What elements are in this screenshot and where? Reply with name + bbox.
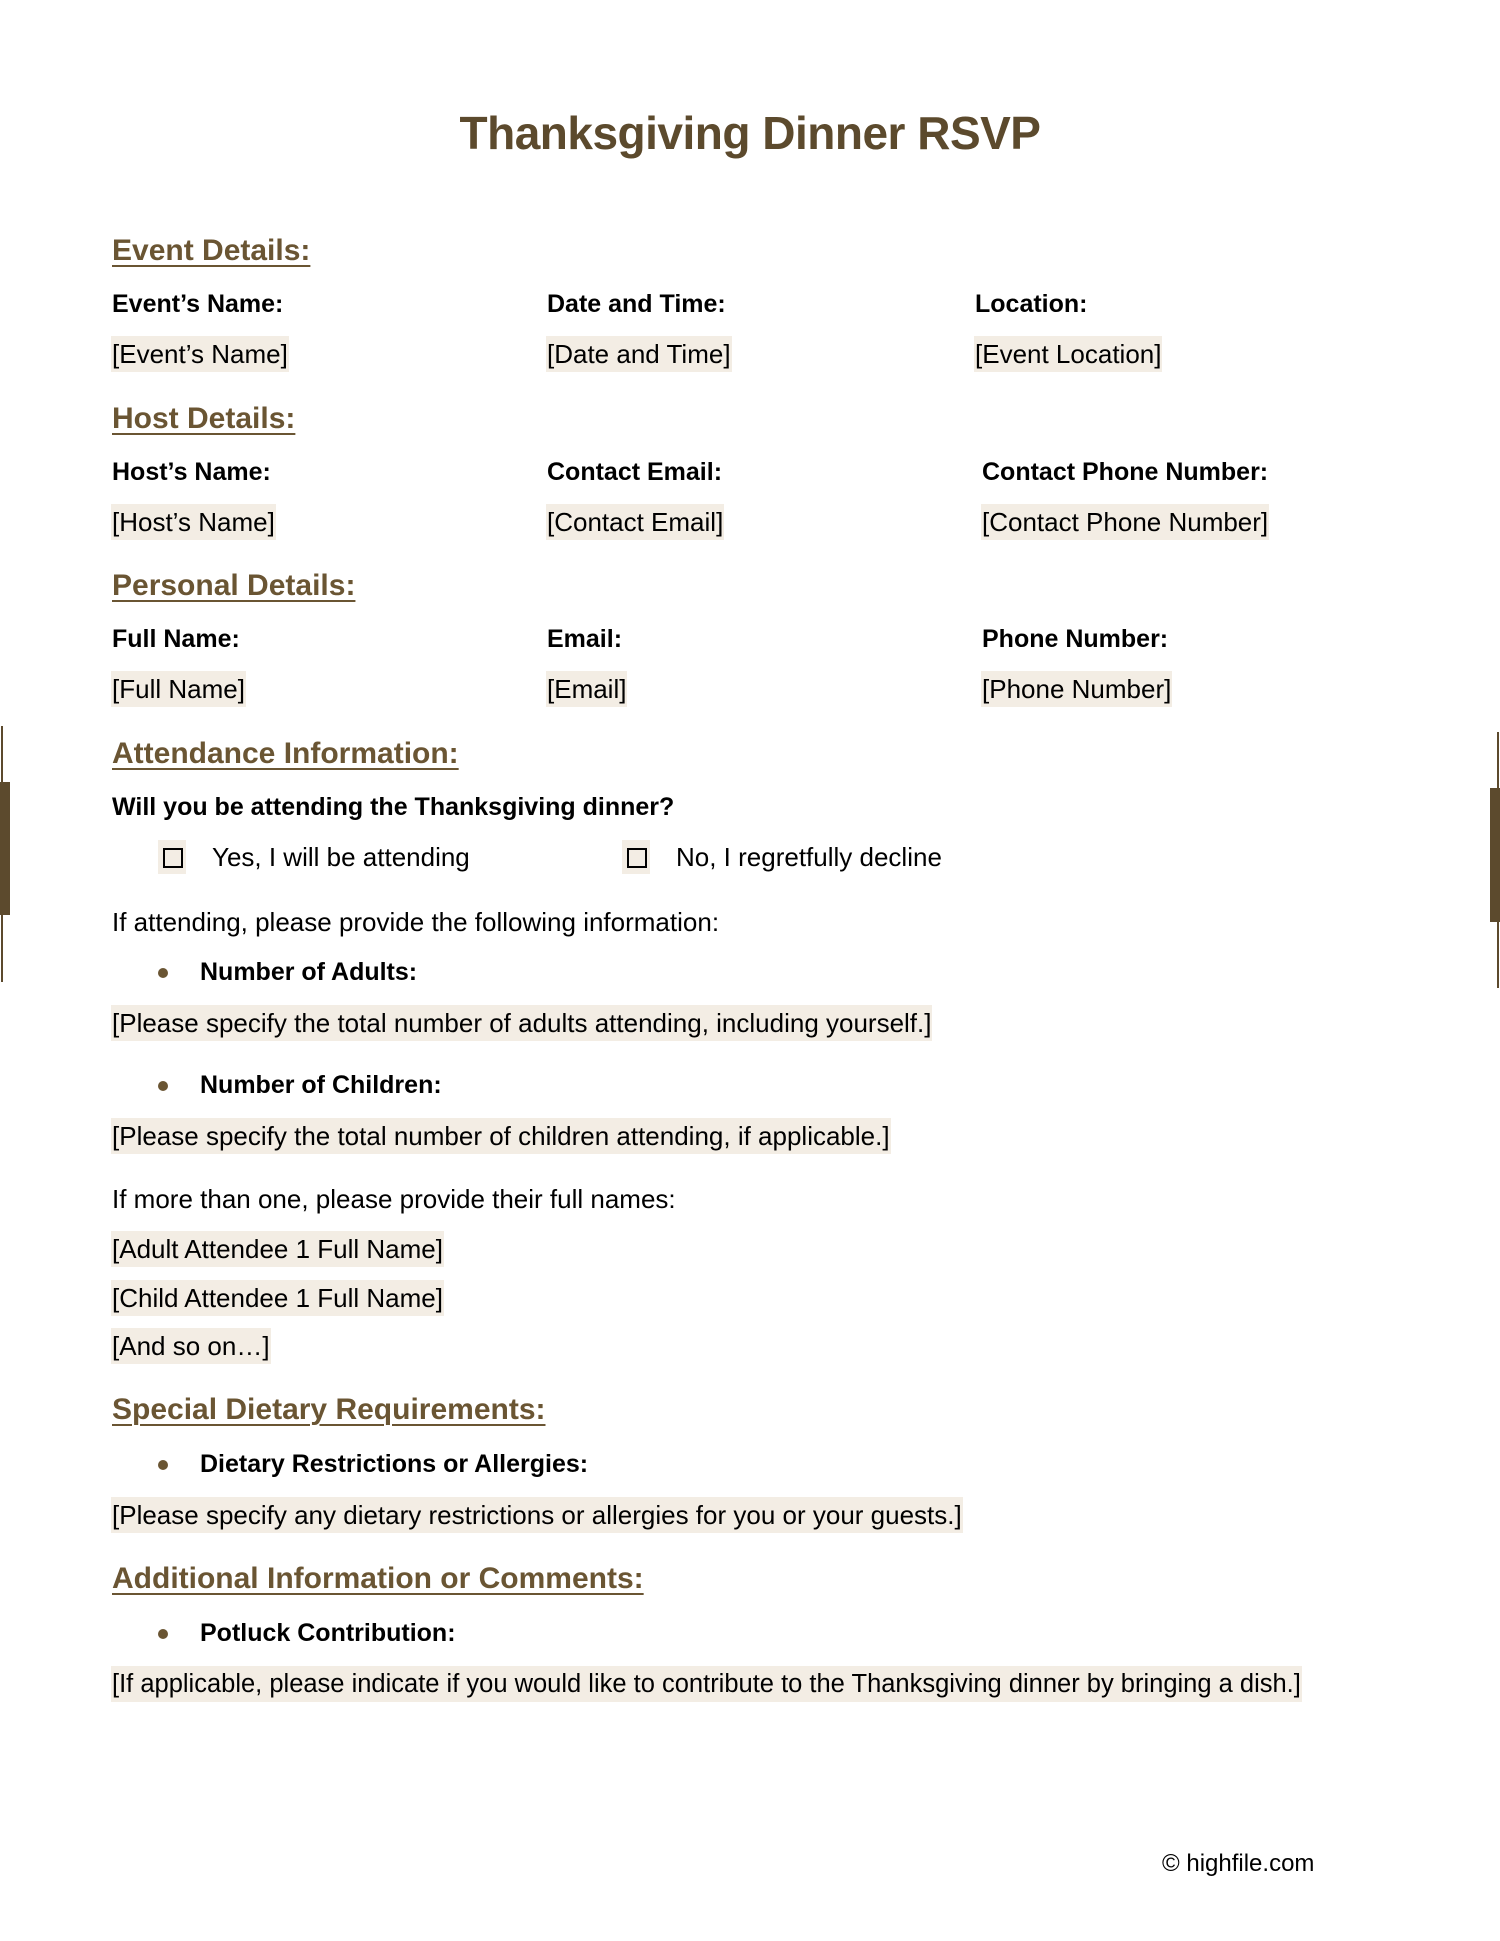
attendance-question: Will you be attending the Thanksgiving dinner?	[112, 793, 675, 821]
contact-email-label: Contact Email:	[547, 458, 723, 486]
checkbox-icon	[627, 848, 647, 868]
full-name-field[interactable]: [Full Name]	[111, 671, 246, 707]
contact-phone-label: Contact Phone Number:	[982, 458, 1269, 486]
event-name-field[interactable]: [Event’s Name]	[111, 336, 289, 372]
location-label: Location:	[975, 290, 1088, 318]
date-time-field[interactable]: [Date and Time]	[546, 336, 732, 372]
additional-heading: Additional Information or Comments:	[112, 1562, 644, 1595]
host-name-field[interactable]: [Host’s Name]	[111, 504, 276, 540]
attending-intro: If attending, please provide the following information:	[112, 907, 720, 937]
event-name-label: Event’s Name:	[112, 290, 284, 318]
adults-label: Number of Adults:	[200, 958, 418, 986]
phone-label: Phone Number:	[982, 625, 1169, 653]
children-field[interactable]: [Please specify the total number of children attending, if applicable.]	[111, 1118, 891, 1154]
potluck-field[interactable]: [If applicable, please indicate if you would like to contribute to the Thanksgiving dinner by bringing a dish.]	[111, 1666, 1302, 1702]
names-intro: If more than one, please provide their full names:	[112, 1184, 676, 1214]
host-name-label: Host’s Name:	[112, 458, 271, 486]
date-time-label: Date and Time:	[547, 290, 726, 318]
yes-checkbox[interactable]	[158, 840, 186, 874]
adult-attendee-field[interactable]: [Adult Attendee 1 Full Name]	[111, 1231, 444, 1267]
child-attendee-field[interactable]: [Child Attendee 1 Full Name]	[111, 1280, 444, 1316]
left-edge-bar	[0, 782, 10, 915]
right-edge-bar	[1490, 788, 1500, 922]
dietary-heading: Special Dietary Requirements:	[112, 1393, 546, 1426]
yes-option-label[interactable]: Yes, I will be attending	[212, 842, 470, 872]
email-field[interactable]: [Email]	[546, 671, 627, 707]
no-checkbox[interactable]	[622, 840, 650, 874]
footer-copyright: © highfile.com	[1162, 1850, 1315, 1877]
personal-details-heading: Personal Details:	[112, 569, 356, 602]
event-details-heading: Event Details:	[112, 234, 311, 267]
contact-phone-field[interactable]: [Contact Phone Number]	[981, 504, 1269, 540]
more-attendees-field[interactable]: [And so on…]	[111, 1328, 271, 1364]
dietary-label: Dietary Restrictions or Allergies:	[200, 1450, 589, 1478]
email-label: Email:	[547, 625, 623, 653]
children-label: Number of Children:	[200, 1071, 442, 1099]
dietary-field[interactable]: [Please specify any dietary restrictions or allergies for you or your guests.]	[111, 1497, 963, 1533]
page-title: Thanksgiving Dinner RSVP	[459, 107, 1041, 159]
bullet-icon	[158, 1081, 168, 1091]
location-field[interactable]: [Event Location]	[974, 336, 1162, 372]
host-details-heading: Host Details:	[112, 402, 296, 435]
checkbox-icon	[163, 848, 183, 868]
phone-field[interactable]: [Phone Number]	[981, 671, 1172, 707]
potluck-label: Potluck Contribution:	[200, 1619, 456, 1647]
contact-email-field[interactable]: [Contact Email]	[546, 504, 724, 540]
attendance-heading: Attendance Information:	[112, 737, 459, 770]
full-name-label: Full Name:	[112, 625, 240, 653]
bullet-icon	[158, 968, 168, 978]
adults-field[interactable]: [Please specify the total number of adults attending, including yourself.]	[111, 1005, 932, 1041]
bullet-icon	[158, 1460, 168, 1470]
no-option-label[interactable]: No, I regretfully decline	[676, 842, 942, 872]
bullet-icon	[158, 1629, 168, 1639]
